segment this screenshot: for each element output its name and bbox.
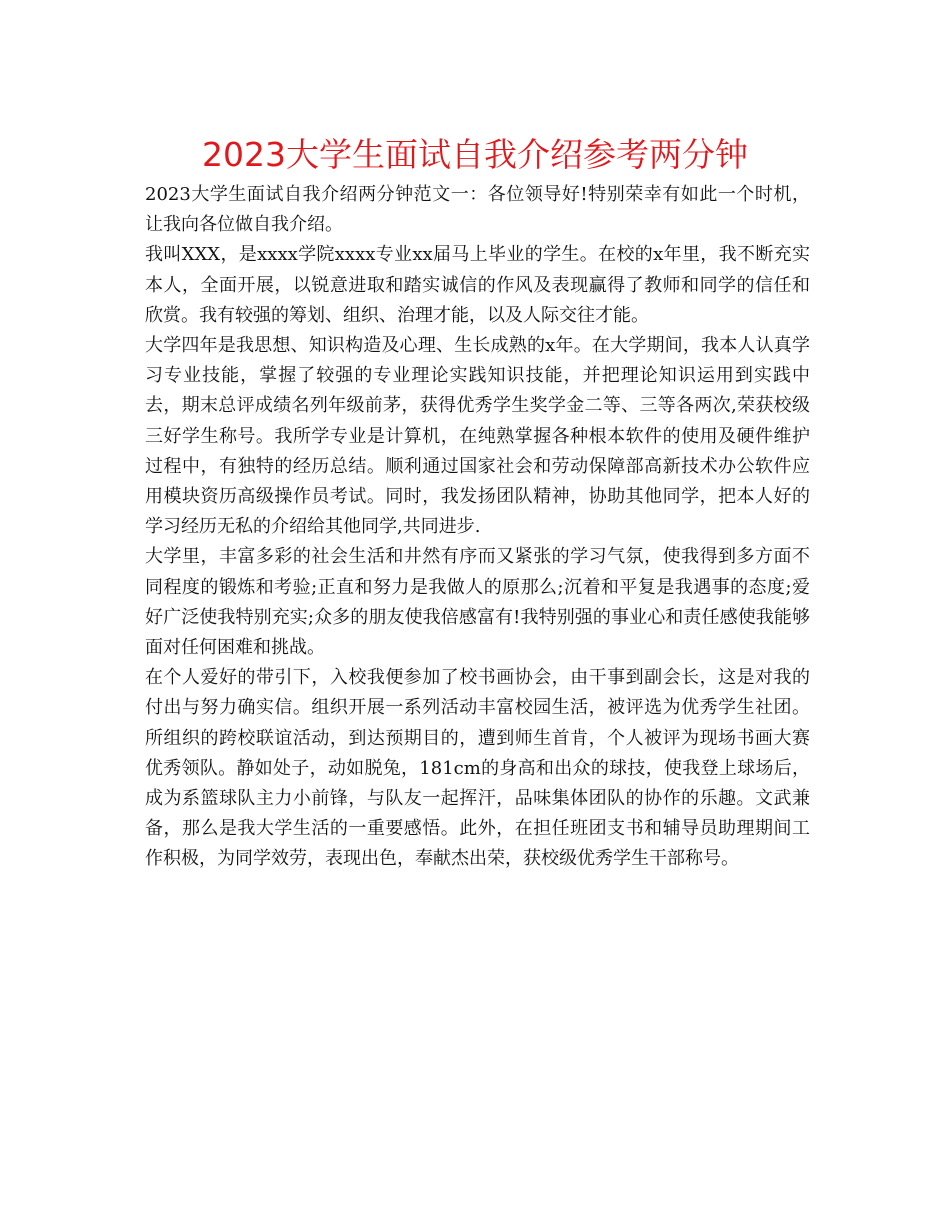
paragraph-intro: 2023大学生面试自我介绍两分钟范文一：各位领导好!特别荣幸有如此一个时机，让我向各位做自我介绍。: [145, 184, 810, 236]
document-body: [145, 180, 810, 875]
document-title: 2023大学生面试自我介绍参考两分钟: [202, 135, 748, 174]
paragraph-university-life: 大学里，丰富多彩的社会生活和井然有序而又紧张的学习气氛，使我得到多方面不同程度的锻炼和考验;正直和努力是我做人的原那么;沉着和平复是我遇事的态度;爱好广泛使我特别充实;众多的朋友使我倍感富有!我特别强的事业心和责任感使我能够面对任何困难和挑战。: [145, 546, 810, 659]
paragraph-university-study: 大学四年是我思想、知识构造及心理、生长成熟的x年。在大学期间，我本人认真学习专业技能，掌握了较强的专业理论实践知识技能，并把理论知识运用到实践中去，期末总评成绩名列年级前茅，获得优秀学生奖学金二等、三等各两次,荣获校级三好学生称号。我所学专业是计算机，在纯熟掌握各种根本软件的使用及硬件维护过程中，有独特的经历总结。顺利通过国家社会和劳动保障部高新技术办公软件应用模块资历高级操作员考试。同时，我发扬团队精神，协助其他同学，把本人好的学习经历无私的介绍给其他同学,共同进步.: [145, 335, 810, 538]
paragraph-self-introduction: 我叫XXX，是xxxx学院xxxx专业xx届马上毕业的学生。在校的x年里，我不断充实本人，全面开展，以锐意进取和踏实诚信的作风及表现赢得了教师和同学的信任和欣赏。我有较强的筹划、组织、治理才能，以及人际交往才能。: [145, 244, 810, 326]
paragraph-hobbies-activities: 在个人爱好的带引下，入校我便参加了校书画协会，由干事到副会长，这是对我的付出与努力确实信。组织开展一系列活动丰富校园生活，被评选为优秀学生社团。所组织的跨校联谊活动，到达预期目的，遭到师生首肯，个人被评为现场书画大赛优秀领队。静如处子，动如脱兔，181cm的身高和出众的球技，使我登上球场后，成为系篮球队主力小前锋，与队友一起挥汗，品味集体团队的协作的乐趣。文武兼备，那么是我大学生活的一重要感悟。此外，在担任班团支书和辅导员助理期间工作积极，为同学效劳，表现出色，奉献杰出荣，获校级优秀学生干部称号。: [145, 667, 810, 870]
